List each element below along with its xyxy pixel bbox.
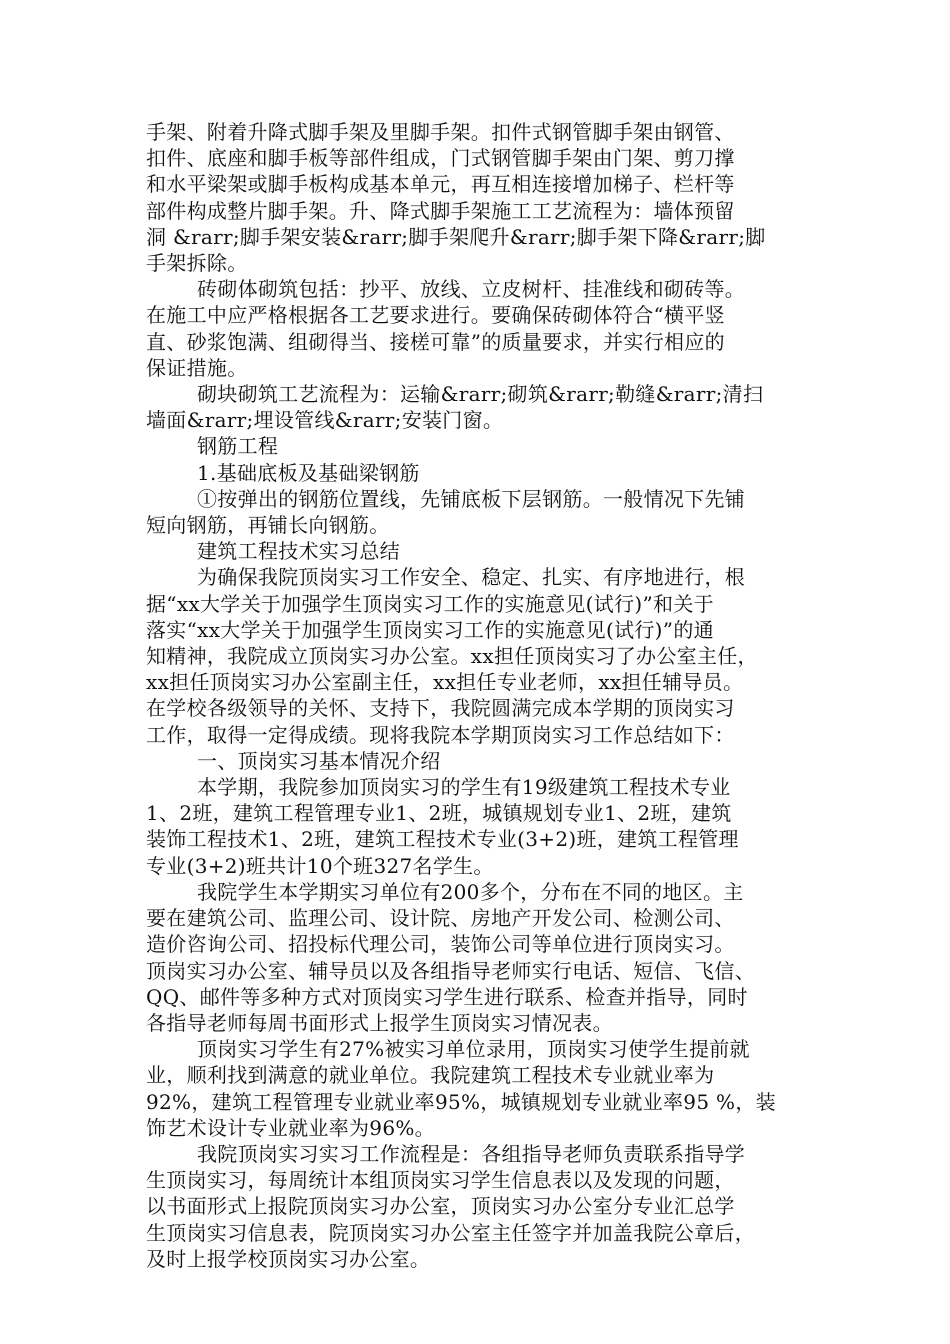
text-line: 1、2班，建筑工程管理专业1、2班，城镇规划专业1、2班，建筑: [146, 801, 732, 826]
text-line: 砖砌体砌筑包括：抄平、放线、立皮树杆、挂准线和砌砖等。: [197, 277, 746, 302]
text-line: 业，顺利找到满意的就业单位。我院建筑工程技术专业就业率为: [146, 1063, 715, 1088]
text-line: 各指导老师每周书面形式上报学生顶岗实习情况表。: [146, 1010, 613, 1035]
paragraph: [146, 879, 806, 1036]
paragraph: [146, 538, 806, 564]
text-line: 和水平梁架或脚手板构成基本单元，再互相连接增加梯子、栏杆等: [146, 172, 735, 197]
paragraph: [146, 460, 806, 486]
paragraph: [146, 748, 806, 774]
text-line: QQ、邮件等多种方式对顶岗实习学生进行联系、检查并指导，同时: [146, 984, 748, 1009]
text-line: 装饰工程技术1、2班，建筑工程技术专业(3+2)班，建筑工程管理: [146, 827, 739, 852]
paragraph: [146, 433, 806, 459]
text-line: 扣件、底座和脚手板等部件组成，门式钢管脚手架由门架、剪刀撑: [146, 146, 735, 171]
paragraph: [146, 381, 806, 433]
text-line: 落实“xx大学关于加强学生顶岗实习工作的实施意见(试行)”的通: [146, 617, 714, 642]
paragraph: [146, 486, 806, 538]
text-line: 为确保我院顶岗实习工作安全、稳定、扎实、有序地进行，根: [197, 565, 746, 590]
paragraph: [146, 276, 806, 381]
text-line: 顶岗实习学生有27%被实习单位录用，顶岗实习使学生提前就: [197, 1037, 750, 1062]
text-line: 部件构成整片脚手架。升、降式脚手架施工工艺流程为：墙体预留: [146, 198, 735, 223]
text-line: 据“xx大学关于加强学生顶岗实习工作的实施意见(试行)”和关于: [146, 591, 714, 616]
text-line: 在学校各级领导的关怀、支持下，我院圆满完成本学期的顶岗实习: [146, 696, 735, 721]
text-line: 知精神，我院成立顶岗实习办公室。xx担任顶岗实习了办公室主任，: [146, 644, 758, 669]
text-line: 一、顶岗实习基本情况介绍: [197, 748, 441, 773]
text-line: 短向钢筋，再铺长向钢筋。: [146, 513, 390, 538]
text-line: 专业(3+2)班共计10个班327名学生。: [146, 853, 494, 878]
paragraph: [146, 774, 806, 879]
text-line: 要在建筑公司、监理公司、设计院、房地产开发公司、检测公司、: [146, 906, 735, 931]
text-line: 顶岗实习办公室、辅导员以及各组指导老师实行电话、短信、飞信、: [146, 958, 755, 983]
text-line: 造价咨询公司、招投标代理公司，装饰公司等单位进行顶岗实习。: [146, 932, 735, 957]
text-line: 饰艺术设计专业就业率为96%。: [146, 1115, 435, 1140]
text-line: 保证措施。: [146, 355, 248, 380]
text-line: 砌块砌筑工艺流程为：运输&rarr;砌筑&rarr;勒缝&rarr;清扫: [197, 382, 764, 407]
text-line: 手架拆除。: [146, 251, 248, 276]
text-line: 洞 &rarr;脚手架安装&rarr;脚手架爬升&rarr;脚手架下降&rarr;脚: [146, 224, 766, 249]
text-line: 建筑工程技术实习总结: [197, 539, 400, 564]
text-line: 1.基础底板及基础梁钢筋: [197, 460, 420, 485]
text-line: 手架、附着升降式脚手架及里脚手架。扣件式钢管脚手架由钢管、: [146, 120, 735, 144]
text-line: 我院学生本学期实习单位有200多个，分布在不同的地区。主: [197, 879, 744, 904]
paragraph: [146, 564, 806, 747]
text-line: 92%，建筑工程管理专业就业率95%，城镇规划专业就业率95 %，装: [146, 1089, 776, 1114]
text-line: 直、砂浆饱满、组砌得当、接槎可靠”的质量要求，并实行相应的: [146, 329, 725, 354]
text-line: 生顶岗实习，每周统计本组顶岗实习学生信息表以及发现的问题，: [146, 1168, 735, 1193]
text-line: 在施工中应严格根据各工艺要求进行。要确保砖砌体符合“横平竖: [146, 303, 725, 328]
text-line: 及时上报学校顶岗实习办公室。: [146, 1246, 431, 1271]
paragraph: [146, 1141, 806, 1272]
text-line: 墙面&rarr;埋设管线&rarr;安装门窗。: [146, 408, 504, 433]
paragraph: [146, 1036, 806, 1141]
text-line: ①按弹出的钢筋位置线，先铺底板下层钢筋。一般情况下先铺: [197, 486, 746, 511]
document-page: [146, 119, 806, 1272]
text-line: 本学期，我院参加顶岗实习的学生有19级建筑工程技术专业: [197, 775, 731, 800]
text-line: 工作，取得一定得成绩。现将我院本学期顶岗实习工作总结如下：: [146, 722, 735, 747]
text-line: 以书面形式上报院顶岗实习办公室，顶岗实习办公室分专业汇总学: [146, 1194, 735, 1219]
text-line: xx担任顶岗实习办公室副主任，xx担任专业老师，xx担任辅导员。: [146, 670, 744, 695]
text-line: 钢筋工程: [197, 434, 279, 459]
text-line: 我院顶岗实习实习工作流程是：各组指导老师负责联系指导学: [197, 1141, 746, 1166]
paragraph: [146, 119, 806, 276]
text-line: 生顶岗实习信息表，院顶岗实习办公室主任签字并加盖我院公章后，: [146, 1220, 755, 1245]
